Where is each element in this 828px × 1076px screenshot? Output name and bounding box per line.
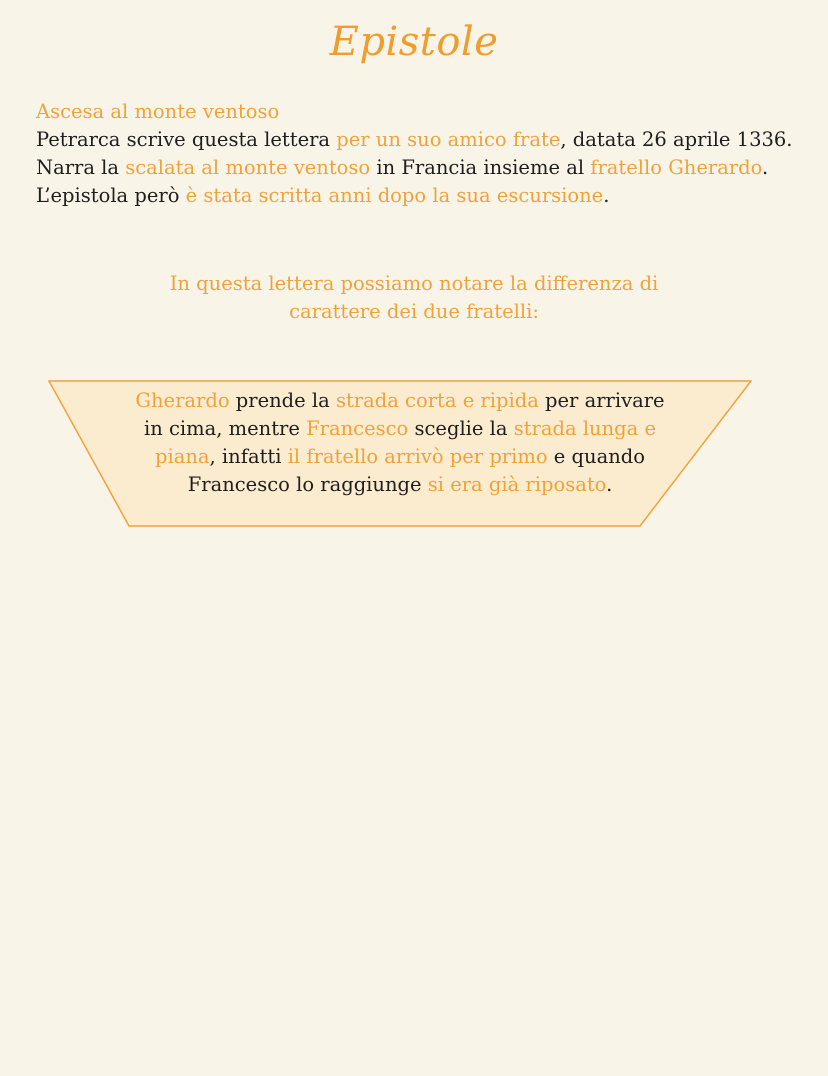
comparison-highlight: strada corta e ripida — [335, 389, 539, 412]
intro-highlight: è stata scritta anni dopo la sua escursione — [185, 184, 604, 207]
intro-text: . — [603, 184, 610, 207]
comparison-line — [48, 471, 752, 499]
observation-line: In questa lettera possiamo notare la differenza di — [169, 272, 659, 295]
intro-text: , datata 26 aprile 1336. Narra la — [36, 128, 793, 179]
intro-highlight: scalata al monte ventoso — [125, 156, 371, 179]
page-title: Epistole — [329, 19, 499, 65]
comparison-line — [48, 443, 752, 471]
comparison-text-run: , infatti — [209, 445, 288, 468]
comparison-text-run: e quando — [547, 445, 645, 468]
comparison-highlight: Francesco — [306, 417, 409, 440]
section-heading: Ascesa al monte ventoso — [36, 100, 280, 123]
comparison-text-run: Francesco lo raggiunge — [187, 473, 428, 496]
observation-text — [0, 270, 828, 326]
comparison-text-run: per arrivare — [538, 389, 665, 412]
intro-highlight: fratello Gherardo — [590, 156, 763, 179]
comparison-highlight: strada lunga e — [513, 417, 657, 440]
comparison-text-run: . — [606, 473, 613, 496]
comparison-highlight: Gherardo — [135, 389, 230, 412]
intro-highlight: per un suo amico frate — [336, 128, 561, 151]
comparison-text-run: prende la — [229, 389, 336, 412]
comparison-line — [48, 415, 752, 443]
comparison-text-run: sceglie la — [408, 417, 514, 440]
comparison-text — [48, 387, 752, 499]
intro-text: in Francia insieme al — [370, 156, 591, 179]
comparison-box — [48, 380, 752, 528]
comparison-highlight: si era già riposato — [427, 473, 607, 496]
comparison-highlight: il fratello arrivò per primo — [287, 445, 548, 468]
observation-line: carattere dei due fratelli: — [289, 300, 539, 323]
comparison-line — [48, 387, 752, 415]
comparison-text-run: in cima, mentre — [143, 417, 307, 440]
comparison-highlight: piana — [155, 445, 210, 468]
intro-text: Petrarca scrive questa lettera — [36, 128, 337, 151]
intro-text: . L’epistola però — [36, 156, 769, 207]
intro-paragraph — [36, 98, 796, 210]
